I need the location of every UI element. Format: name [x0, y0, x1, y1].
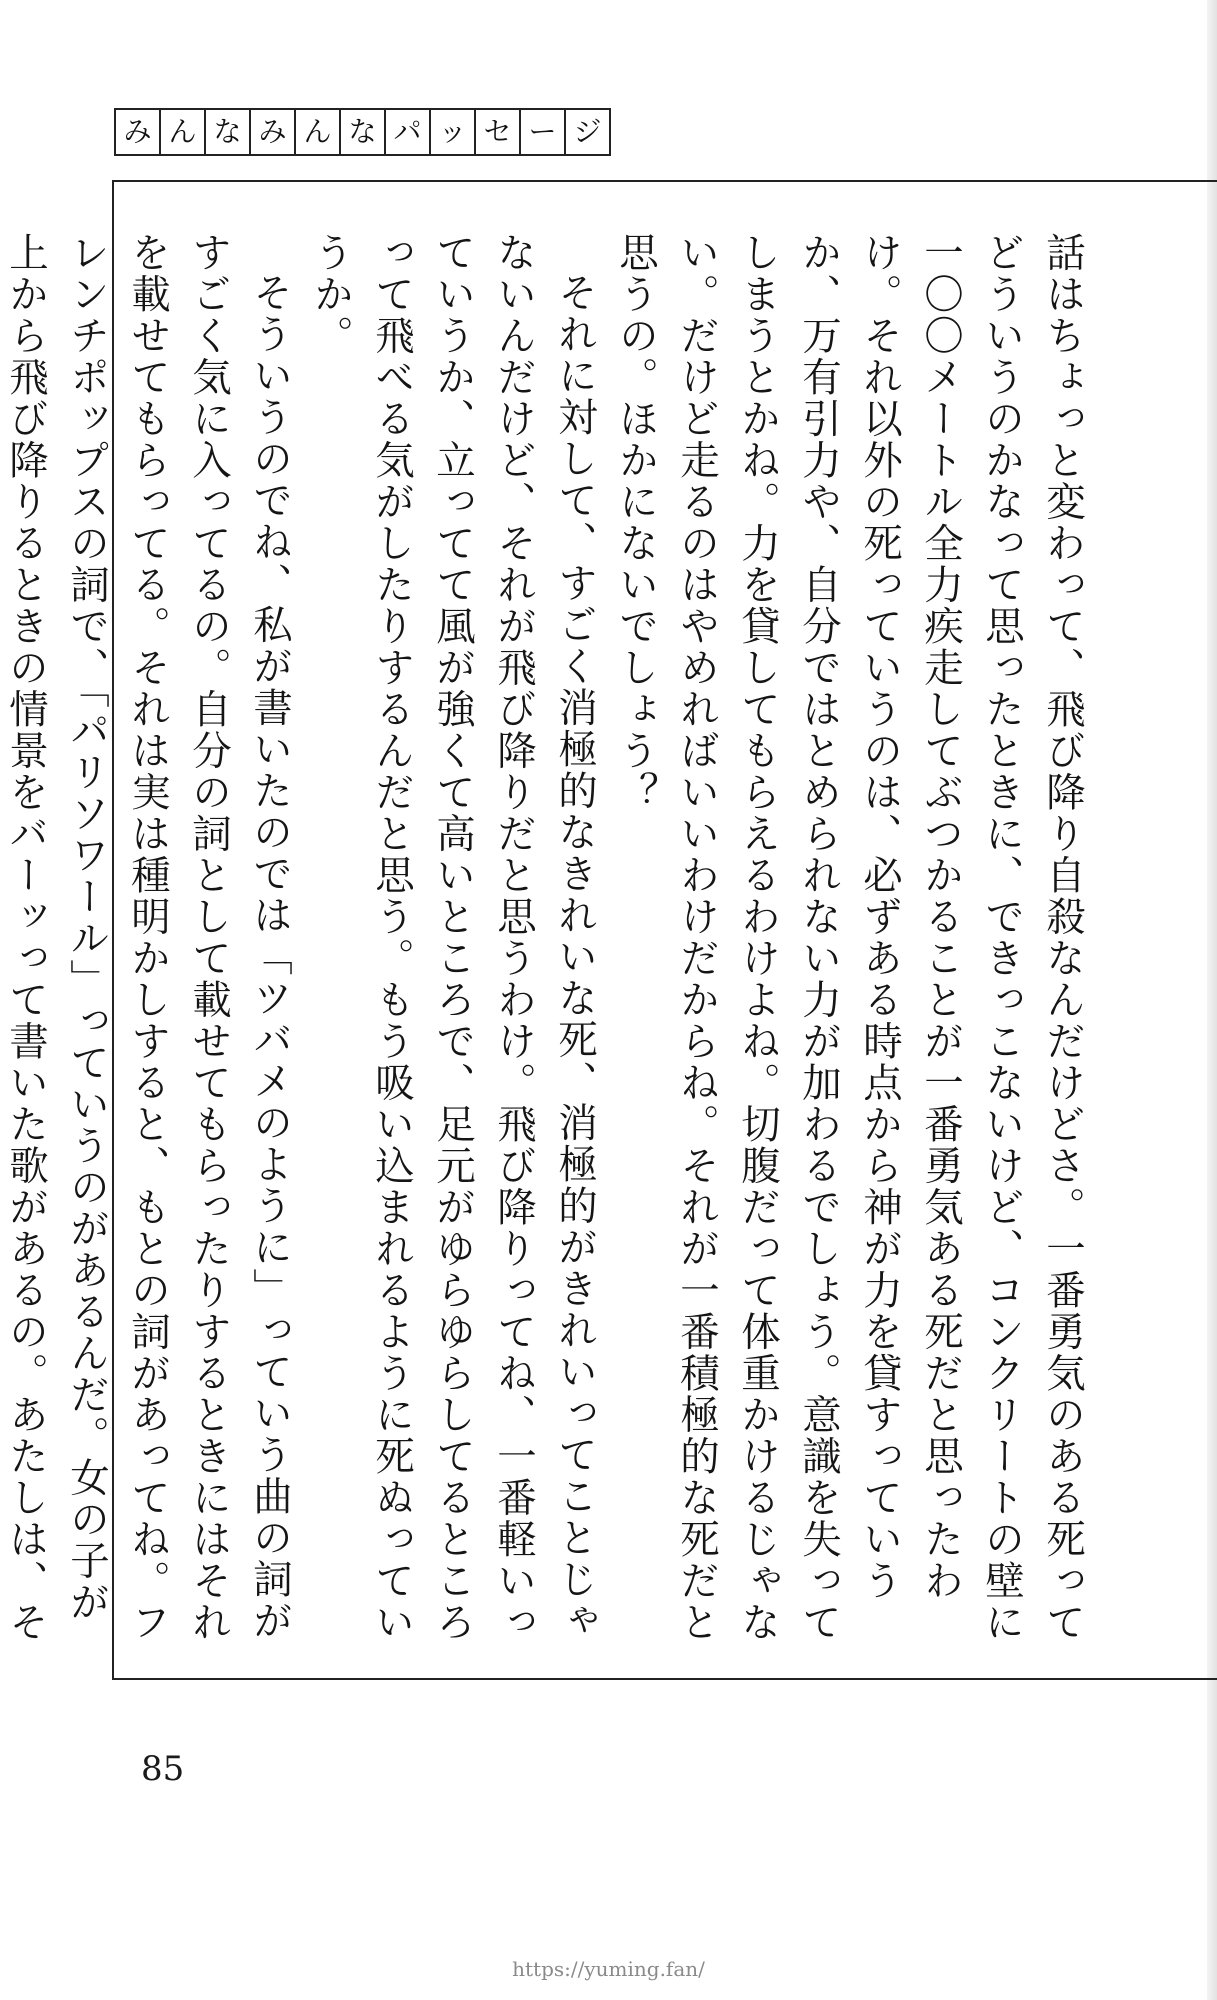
header-char: ん: [296, 110, 341, 154]
header-char: ー: [521, 110, 566, 154]
paragraph: そういうのでね、私が書いたのでは「ツバメのように」っていう曲の詞がすごく気に入ってるの。自分の詞として載せてもらったりするときにはそれを載せてもらってる。それは実は種明かしすると、もとの詞があってね。フレンチポップスの詞で、「パリソワール」っていうのがあるんだ。女の子が上から飛び降りるときの情景をバーッって書いた歌があるの。あたしは、そ: [3, 232, 293, 1643]
header-char: な: [206, 110, 251, 154]
header-char: パ: [386, 110, 431, 154]
paragraph: それに対して、すごく消極的なきれいな死、消極的がきれいってことじゃないんだけど、それが飛び降りだと思うわけ。飛び降りってね、一番軽いっていうか、立ってて風が強くて高いところで、足元がゆらゆらしてるところって飛べる気がしたりするんだと思う。もう吸い込まれるように死ぬっていうか。: [308, 232, 598, 1643]
paragraph: 話はちょっと変わって、飛び降り自殺なんだけどさ。一番勇気のある死ってどういうのかなって思ったときに、できっこないけど、コンクリートの壁に一〇〇メートル全力疾走してぶつかることが一番勇気ある死だと思ったわけ。それ以外の死っていうのは、必ずある時点から神が力を貸すっていうか、万有引力や、自分ではとめられない力が加わるでしょう。意識を失ってしまうとかね。力を貸してもらえるわけよね。切腹だって体重かけるじゃない。だけど走るのはやめればいいわけだからね。それが一番積極的な死だと思うの。ほかにないでしょう？: [613, 232, 1086, 1643]
header-char: ッ: [431, 110, 476, 154]
source-url: https://yuming.fan/: [512, 1957, 705, 1981]
header-char: ん: [161, 110, 206, 154]
running-header: [114, 108, 611, 156]
header-char: な: [341, 110, 386, 154]
header-char: み: [251, 110, 296, 154]
header-char: み: [116, 110, 161, 154]
header-char: セ: [476, 110, 521, 154]
body-text: [3, 232, 1093, 1652]
header-char: ジ: [573, 115, 602, 148]
page-number: 85: [141, 1749, 185, 1789]
